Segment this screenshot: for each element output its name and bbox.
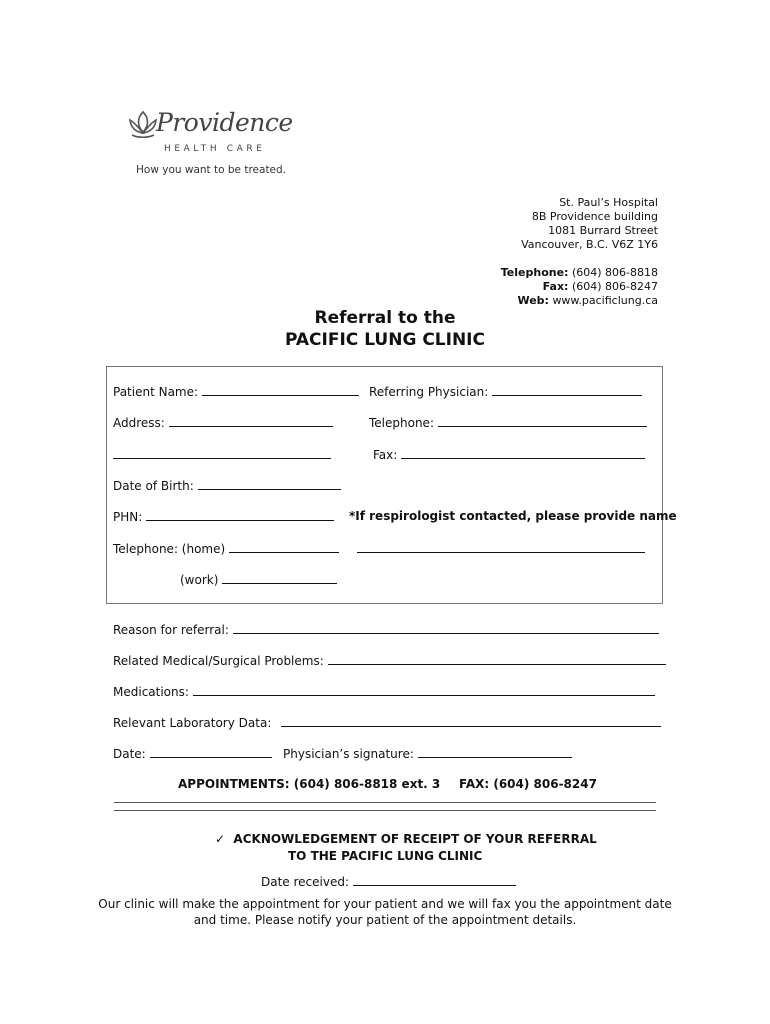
address-label: Address: [113,416,165,430]
title-line-2: PACIFIC LUNG CLINIC [285,330,485,350]
reason-field [113,621,659,638]
medications-input[interactable] [193,683,655,696]
date-field [113,745,272,762]
referring-physician-field [369,383,642,400]
physician-fax-field [373,446,645,463]
fax-value: (604) 806-8247 [571,280,658,293]
physician-telephone-label: Telephone: [369,416,434,430]
address-line: St. Paul’s Hospital [559,196,658,209]
physician-signature-label: Physician’s signature: [283,747,414,761]
address-line-2-field [113,446,331,463]
address-input[interactable] [169,414,333,427]
patient-name-input[interactable] [202,383,359,396]
lab-data-field [113,714,661,731]
acknowledgement-heading [215,832,597,846]
paragraph-line-1: Our clinic will make the appointment for your patient and we will fax you the appointment date [98,897,672,911]
address-line: Vancouver, B.C. V6Z 1Y6 [521,238,658,251]
paragraph-line-2: and time. Please notify your patient of the appointment details. [193,913,577,927]
telephone-work-input[interactable] [222,571,337,584]
divider [114,810,656,811]
telephone-value: (604) 806-8818 [571,266,658,279]
address-line: 1081 Burrard Street [548,224,658,237]
medications-label: Medications: [113,685,189,699]
date-of-birth-label: Date of Birth: [113,479,194,493]
title-line-1: Referral to the [314,308,456,328]
date-label: Date: [113,747,146,761]
patient-name-label: Patient Name: [113,385,199,399]
acknowledgement-paragraph [0,896,770,928]
reason-input[interactable] [233,621,659,634]
appointments-phone: APPOINTMENTS: (604) 806-8818 ext. 3 [178,777,441,791]
web-label: Web: [517,294,549,307]
patient-name-field [113,383,359,400]
physician-telephone-field [369,414,647,431]
telephone-label: Telephone: [500,266,569,279]
address-field [113,414,333,431]
fax-line [501,280,658,294]
physician-fax-label: Fax: [373,448,398,462]
related-problems-field [113,652,666,669]
appointments-fax: FAX: (604) 806-8247 [459,777,597,791]
logo-subtitle: HEALTH CARE [164,144,266,154]
check-icon: ✓ [215,832,226,846]
referring-physician-label: Referring Physician: [369,385,489,399]
lab-data-input[interactable] [281,714,661,727]
physician-fax-input[interactable] [401,446,645,459]
referring-physician-input[interactable] [492,383,642,396]
telephone-home-input[interactable] [229,540,339,553]
telephone-home-field [113,540,339,557]
telephone-line [501,266,658,280]
phn-input[interactable] [146,508,334,521]
lotus-icon [126,108,160,142]
medications-field [113,683,655,700]
date-of-birth-field [113,477,341,494]
date-of-birth-input[interactable] [198,477,341,490]
web-value: www.pacificlung.ca [552,294,658,307]
date-input[interactable] [150,745,272,758]
address-line-2-input[interactable] [113,446,331,459]
related-problems-label: Related Medical/Surgical Problems: [113,654,324,668]
date-received-field [261,873,516,890]
divider [114,802,656,803]
respirologist-note: *If respirologist contacted, please provide name [349,509,677,523]
acknowledgement-line-1: ACKNOWLEDGEMENT OF RECEIPT OF YOUR REFERRAL [233,832,597,846]
related-problems-input[interactable] [328,652,666,665]
fax-label: Fax: [542,280,569,293]
address-line: 8B Providence building [531,210,658,223]
providence-logo [126,104,326,184]
physician-telephone-input[interactable] [438,414,647,427]
telephone-work-label: (work) [180,573,219,587]
phn-field [113,508,334,525]
date-received-label: Date received: [261,875,350,889]
telephone-work-field [180,571,337,588]
phn-label: PHN: [113,510,143,524]
clinic-address [501,196,658,308]
logo-tagline: How you want to be treated. [136,164,287,176]
lab-data-label: Relevant Laboratory Data: [113,716,272,730]
physician-signature-input[interactable] [418,745,572,758]
acknowledgement-line-2: TO THE PACIFIC LUNG CLINIC [288,849,483,863]
respirologist-name-input[interactable] [357,552,645,553]
telephone-home-label: Telephone: (home) [113,542,226,556]
reason-label: Reason for referral: [113,623,229,637]
physician-signature-field [283,745,572,762]
logo-wordmark: Providence [156,108,293,137]
web-line [501,294,658,308]
page-title [0,307,770,351]
date-received-input[interactable] [353,873,516,886]
